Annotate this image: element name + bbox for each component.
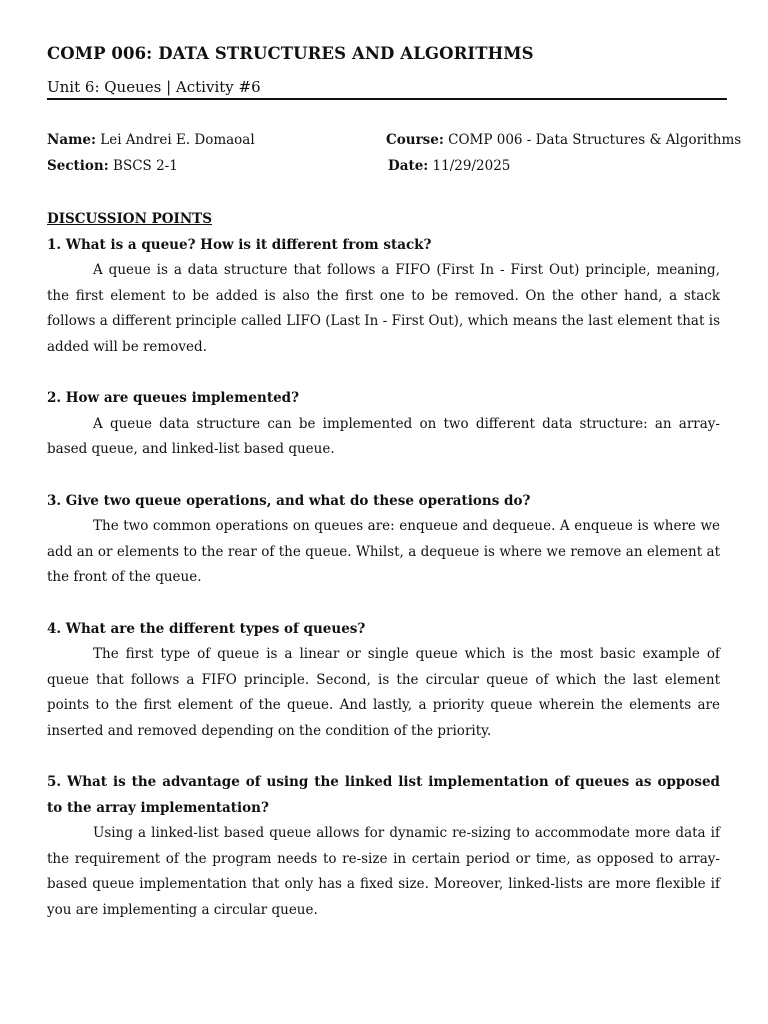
- document-title: COMP 006: DATA STRUCTURES AND ALGORITHMS: [47, 44, 534, 63]
- document-subtitle: Unit 6: Queues | Activity #6: [47, 78, 261, 96]
- date-field: [388, 158, 510, 174]
- course-label: Course:: [386, 132, 444, 148]
- discussion-section: [47, 207, 720, 949]
- answer-4: The first type of queue is a linear or single queue which is the most basic example of queue that follows a FIFO principle. Second, is the circular queue of which the last element points to the first element of the queue. And lastly, a priority queue wherein the elements are inserted and removed depending on the condition of the priority.: [47, 646, 720, 739]
- course-value: COMP 006 - Data Structures & Algorithms: [443, 132, 742, 148]
- answer-3: The two common operations on queues are: enqueue and dequeue. A enqueue is where we add an or elements to the rear of the queue. Whilst, a dequeue is where we remove an element at the front of the queue.: [47, 518, 720, 586]
- name-value: Lei Andrei E. Domaoal: [95, 132, 255, 148]
- question-5: 5. What is the advantage of using the linked list implementation of queues as opposed to the array implementation?: [47, 774, 720, 816]
- question-2: 2. How are queues implemented?: [47, 390, 300, 407]
- name-label: Name:: [47, 132, 96, 148]
- answer-5: Using a linked-list based queue allows for dynamic re-sizing to accommodate more data if the requirement of the program needs to re-size in certain period or time, as opposed to array-based queue implementation that only has a fixed size. Moreover, linked-lists are more flexible if you are implementing a circular queue.: [47, 825, 720, 919]
- discussion-heading: DISCUSSION POINTS: [47, 211, 212, 227]
- answer-2: A queue data structure can be implemented on two different data structure: an array-based queue, and linked-list based queue.: [47, 415, 720, 458]
- date-value: 11/29/2025: [428, 158, 511, 174]
- course-field: [386, 132, 741, 148]
- question-1: 1. What is a queue? How is it different from stack?: [47, 236, 432, 253]
- section-label: Section:: [47, 158, 109, 174]
- question-4: 4. What are the different types of queues?: [47, 620, 366, 637]
- name-field: [47, 132, 255, 148]
- date-label: Date:: [388, 158, 429, 174]
- section-field: [47, 158, 178, 174]
- answer-1: A queue is a data structure that follows a FIFO (First In - First Out) principle, meaning, the first element to be added is also the first one to be removed. On the other hand, a stack follows a different principle called LIFO (Last In - First Out), which means the last element that is added will be removed.: [47, 262, 720, 355]
- question-3: 3. Give two queue operations, and what do these operations do?: [47, 492, 531, 509]
- header-divider: [47, 98, 727, 100]
- section-value: BSCS 2-1: [108, 158, 178, 174]
